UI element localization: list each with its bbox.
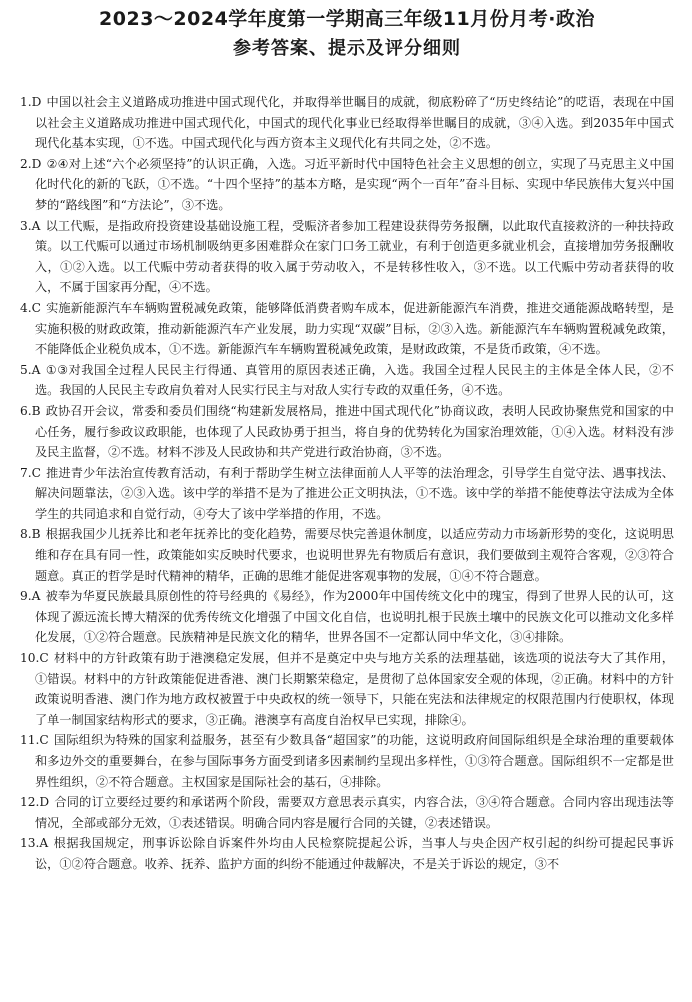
answer-explanation: 中国以社会主义道路成功推进中国式现代化，并取得举世瞩目的成就，彻底粉碎了“历史终结论”的呓语，表现在中国以社会主义道路成功推进中国式现代化，中国式的现代化事业已经取得举世瞩目的成就，③④入选。到2035年中国式现代化基本实现，①不选。中国式现代化与西方资本主义现代化有共同之处，②不选。 [35,95,674,151]
answer-choice: A [31,362,41,377]
answer-item [20,524,674,586]
answer-explanation: 材料中的方针政策有助于港澳稳定发展，但并不是奠定中央与地方关系的法理基础，该选项的说法夸大了其作用，①错误。材料中的方针政策能促进香港、澳门长期繁荣稳定，是贯彻了总体国家安全观的体现，②正确。材料中的方针政策说明香港、澳门作为地方政权被置于中央政权的统一领导下，只能在宪法和法律规定的权限范围内行使职权，体现了单一制国家结构形式的要求，③正确。港澳享有高度自治权早已实现，排除④。 [35,651,674,727]
answer-explanation: 被奉为华夏民族最具原创性的符号经典的《易经》，作为2000年中国传统文化中的瑰宝，得到了世界人民的认可，这体现了源远流长博大精深的优秀传统文化增强了中国文化自信，也说明扎根于民族土壤中的民族文化可以推动文化多样化发展，①②符合题意。民族精神是民族文化的精华，世界各国不一定都认同中华文化，③④排除。 [35,589,674,645]
answer-choice: C [39,651,49,666]
answer-item [20,792,674,833]
answer-explanation: 以工代赈，是指政府投资建设基础设施工程，受赈济者参加工程建设获得劳务报酬，以此取代直接救济的一种扶持政策。以工代赈可以通过市场机制吸纳更多困难群众在家门口务工就业，有利于创造更多就业机会，直接增加劳务报酬收入，①②入选。以工代赈中劳动者获得的收入属于劳动收入，不是转移性收入，③不选。以工代赈中劳动者获得的收入，不属于国家再分配，④不选。 [35,218,674,295]
answer-explanation: 合同的订立要经过要约和承诺两个阶段，需要双方意思表示真实，内容合法，③④符合题意。合同内容出现违法等情况，全部或部分无效，①表述错误。明确合同内容是履行合同的关键，②表述错误。 [35,795,674,830]
answer-item [20,401,674,463]
answer-item [20,648,674,730]
answer-choice: C [31,465,41,480]
question-number: 4. [20,300,32,315]
answer-item [20,298,674,360]
answer-choice: B [31,403,41,418]
question-number: 3. [20,218,32,233]
answer-item [20,463,674,525]
answer-explanation: 根据我国少儿抚养比和老年抚养比的变化趋势，需要尽快完善退休制度，以适应劳动力市场新形势的变化，这说明思维和存在具有同一性，政策能如实反映时代要求，也说明世界先有物质后有意识，我们要做到主观符合客观，②③符合题意。真正的哲学是时代精神的精华，正确的思维才能促进客观事物的发展，①④不符合题意。 [35,527,674,583]
question-number: 10. [20,651,40,666]
answer-item [20,92,674,154]
answer-choice: C [39,733,49,748]
answer-item [20,586,674,648]
answer-explanation: 推进青少年法治宣传教育活动，有利于帮助学生树立法律面前人人平等的法治理念，引导学生自觉守法、遇事找法、解决问题靠法，②③入选。该中学的举措不是为了推进公正文明执法，①不选。该中学的举措不能使尊法守法成为全体学生的共同追求和自觉行动，④夸大了该中学举措的作用，不选。 [35,465,674,521]
question-number: 7. [20,465,32,480]
answer-explanation: 实施新能源汽车车辆购置税减免政策，能够降低消费者购车成本，促进新能源汽车消费，推进交通能源战略转型，是实施积极的财政政策，推动新能源汽车产业发展，助力实现“双碳”目标，②③入选。新能源汽车车辆购置税减免政策，不能降低企业税负成本，①不选。新能源汽车车辆购置税减免政策，是财政政策，不是货币政策，④不选。 [35,300,674,357]
answer-explanation: 根据我国规定，刑事诉讼除自诉案件外均由人民检察院提起公诉，当事人与央企因产权引起的纠纷可提起民事诉讼，①②符合题意。收养、抚养、监护方面的纠纷不能通过仲裁解决，不是关于诉讼的规定，③不 [35,836,674,871]
page-subtitle: 参考答案、提示及评分细则 [233,38,461,59]
answer-list [20,92,674,875]
answer-choice: A [31,218,41,233]
answer-choice: A [39,836,49,851]
answer-explanation: ①③对我国全过程人民民主行得通、真管用的原因表述正确，入选。我国全过程人民民主的主体是全体人民，②不选。我国的人民民主专政肩负着对人民实行民主与对敌人实行专政的双重任务，④不选。 [35,362,674,398]
answer-choice: D [39,795,50,810]
answer-item [20,730,674,792]
question-number: 9. [20,589,32,604]
answer-choice: D [31,156,42,171]
answer-item [20,360,674,401]
answer-item [20,154,674,216]
answer-choice: C [31,300,41,315]
question-number: 2. [20,156,32,171]
answer-choice: D [31,95,42,109]
page-title: 2023～2024学年度第一学期高三年级11月份月考·政治 [99,8,595,30]
answer-explanation: ②④对上述“六个必须坚持”的认识正确，入选。习近平新时代中国特色社会主义思想的创立，实现了马克思主义中国化时代化的新的飞跃，①不选。“十四个坚持”的基本方略，是实现“两个一百年”奋斗目标、实现中华民族伟大复兴中国梦的“路线图”和“方法论”，③不选。 [35,156,674,212]
question-number: 11. [20,733,40,748]
question-number: 12. [20,795,40,810]
answer-choice: A [31,589,41,604]
answer-item [20,216,674,298]
answer-explanation: 政协召开会议，常委和委员们围绕“构建新发展格局，推进中国式现代化”协商议政，表明人民政协聚焦党和国家的中心任务，履行参政议政职能，也体现了人民政协勇于担当，将自身的优势转化为国家治理效能，①④入选。材料没有涉及民主监督，②不选。材料不涉及人民政协和共产党进行政治协商，③不选。 [35,403,674,460]
question-number: 1. [20,95,32,109]
answer-item [20,833,674,874]
question-number: 5. [20,362,32,377]
question-number: 6. [20,403,32,418]
answer-explanation: 国际组织为特殊的国家利益服务，甚至有少数具备“超国家”的功能，这说明政府间国际组织是全球治理的重要载体和多边外交的重要舞台，在参与国际事务方面受到诸多因素制约呈现出多样性，①③符合题意。国际组织不一定都是世界性组织，②不符合题意。主权国家是国际社会的基石，④排除。 [35,733,674,789]
question-number: 13. [20,836,40,851]
answer-choice: B [31,527,41,542]
question-number: 8. [20,527,32,542]
